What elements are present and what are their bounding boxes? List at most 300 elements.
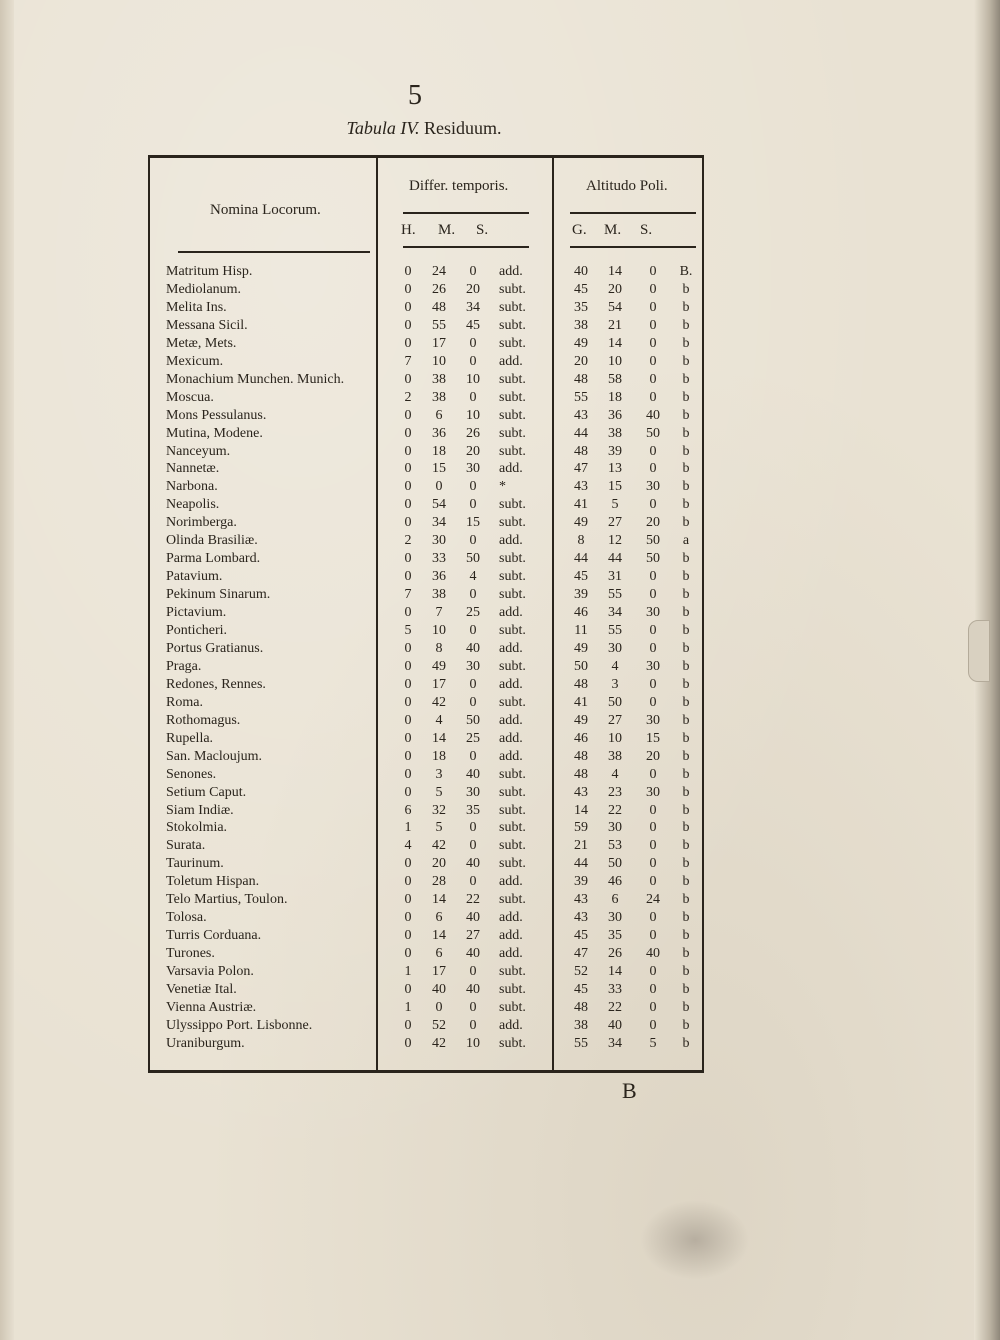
cell-m: 38 (432, 371, 446, 387)
table-row (0, 533, 1000, 551)
cell-gm: 3 (611, 676, 619, 692)
cell-gm: 10 (608, 730, 622, 746)
cell-name: Telo Martius, Toulon. (166, 892, 288, 908)
cell-h: 0 (404, 461, 412, 477)
cell-gs: 0 (649, 766, 657, 782)
cell-gs: 30 (646, 658, 660, 674)
cell-h: 0 (404, 748, 412, 764)
table-row (0, 282, 1000, 300)
cell-b: b (682, 425, 690, 441)
cell-b: b (682, 712, 690, 728)
cell-op: subt. (499, 892, 526, 908)
cell-g: 35 (574, 299, 588, 315)
cell-s: 10 (466, 371, 480, 387)
cell-s: 40 (466, 982, 480, 997)
cell-b: b (682, 623, 690, 638)
cell-gs: 0 (649, 964, 657, 980)
cell-op: subt. (499, 551, 526, 567)
cell-g: 45 (574, 982, 588, 997)
cell-g: 50 (574, 658, 588, 674)
cell-gm: 50 (608, 856, 622, 872)
cell-b: b (682, 461, 690, 477)
cell-m: 7 (435, 605, 443, 621)
cell-h: 0 (404, 407, 412, 423)
cell-s: 26 (466, 425, 480, 441)
table-row (0, 695, 1000, 713)
cell-name: Mutina, Modene. (166, 425, 263, 441)
cell-g: 44 (574, 425, 588, 441)
cell-gm: 36 (608, 407, 622, 423)
cell-gm: 31 (608, 569, 622, 585)
cell-name: Nanceyum. (166, 443, 231, 459)
cell-name: Melita Ins. (166, 299, 227, 315)
cell-gs: 0 (649, 874, 657, 890)
cell-b: b (682, 353, 690, 369)
cell-name: Ponticheri. (166, 623, 228, 638)
cell-m: 42 (432, 694, 446, 710)
cell-h: 0 (404, 264, 412, 279)
cell-b: b (682, 551, 690, 567)
cell-m: 0 (435, 479, 443, 495)
cell-op: add. (499, 353, 523, 369)
cell-g: 49 (574, 515, 588, 531)
cell-op: subt. (499, 982, 526, 997)
cell-gm: 5 (611, 497, 619, 513)
cell-op: subt. (499, 443, 526, 459)
cell-b: b (682, 443, 690, 459)
cell-gs: 0 (649, 461, 657, 477)
cell-name: Mons Pessulanus. (166, 407, 267, 423)
cell-name: Parma Lombard. (166, 551, 261, 567)
cell-m: 20 (432, 856, 446, 872)
cell-m: 6 (435, 946, 443, 962)
cell-m: 18 (432, 443, 446, 459)
cell-s: 10 (466, 407, 480, 423)
cell-b: b (682, 407, 690, 423)
table-row (0, 964, 1000, 982)
cell-g: 39 (574, 587, 588, 603)
header-rule-time-sub (403, 246, 529, 248)
cell-s: 0 (469, 479, 477, 495)
table-row (0, 1036, 1000, 1054)
cell-op: subt. (499, 317, 526, 333)
table-row (0, 587, 1000, 605)
cell-gs: 0 (649, 623, 657, 638)
cell-gs: 15 (646, 730, 660, 746)
cell-gs: 40 (646, 407, 660, 423)
cell-s: 40 (466, 856, 480, 872)
cell-gm: 30 (608, 820, 622, 836)
cell-h: 5 (404, 623, 412, 638)
cell-b: b (682, 299, 690, 315)
cell-b: a (682, 533, 690, 549)
table-row (0, 372, 1000, 390)
header-rule-names (178, 251, 370, 253)
header-names: Nomina Locorum. (210, 202, 321, 218)
page-number: 5 (408, 80, 422, 111)
cell-b: b (682, 964, 690, 980)
cell-s: 10 (466, 1035, 480, 1051)
cell-gm: 38 (608, 425, 622, 441)
table-row (0, 856, 1000, 874)
cell-op: add. (499, 640, 523, 656)
cell-s: 0 (469, 1017, 477, 1033)
cell-name: Neapolis. (166, 497, 220, 513)
cell-op: add. (499, 264, 523, 279)
cell-gs: 0 (649, 802, 657, 818)
cell-op: subt. (499, 425, 526, 441)
header-time: Differ. temporis. (409, 178, 509, 194)
table-row (0, 354, 1000, 372)
table-row (0, 946, 1000, 964)
cell-g: 44 (574, 551, 588, 567)
cell-s: 0 (469, 264, 477, 279)
cell-h: 1 (404, 820, 412, 836)
cell-name: Stokolmia. (166, 820, 228, 836)
cell-s: 0 (469, 353, 477, 369)
cell-b: b (682, 1035, 690, 1051)
cell-s: 20 (466, 281, 480, 297)
cell-op: subt. (499, 1035, 526, 1051)
cell-m: 17 (432, 964, 446, 980)
cell-s: 40 (466, 766, 480, 782)
cell-op: subt. (499, 407, 526, 423)
cell-s: 34 (466, 299, 480, 315)
cell-name: Portus Gratianus. (166, 640, 264, 656)
cell-b: b (682, 838, 690, 854)
cell-gm: 53 (608, 838, 622, 854)
header-rule-time (403, 212, 529, 214)
cell-h: 7 (404, 353, 412, 369)
cell-op: add. (499, 946, 523, 962)
cell-gs: 0 (649, 640, 657, 656)
cell-s: 30 (466, 658, 480, 674)
cell-s: 25 (466, 730, 480, 746)
cell-name: Uraniburgum. (166, 1035, 245, 1051)
cell-m: 28 (432, 874, 446, 890)
cell-name: Mexicum. (166, 353, 224, 369)
cell-h: 0 (404, 317, 412, 333)
cell-s: 50 (466, 712, 480, 728)
table-row (0, 300, 1000, 318)
cell-op: subt. (499, 623, 526, 638)
cell-gs: 30 (646, 605, 660, 621)
table-row (0, 336, 1000, 354)
cell-s: 0 (469, 389, 477, 405)
cell-gm: 18 (608, 389, 622, 405)
cell-gm: 30 (608, 910, 622, 926)
cell-m: 33 (432, 551, 446, 567)
table-row (0, 928, 1000, 946)
cell-g: 49 (574, 335, 588, 351)
cell-op: subt. (499, 856, 526, 872)
cell-gs: 0 (649, 281, 657, 297)
cell-gs: 0 (649, 299, 657, 315)
cell-op: add. (499, 676, 523, 692)
cell-gm: 27 (608, 712, 622, 728)
cell-op: subt. (499, 569, 526, 585)
cell-b: b (682, 982, 690, 997)
cell-m: 52 (432, 1017, 446, 1033)
cell-m: 5 (435, 820, 443, 836)
cell-m: 36 (432, 569, 446, 585)
cell-g: 40 (574, 264, 588, 279)
cell-gm: 14 (608, 335, 622, 351)
cell-name: Olinda Brasiliæ. (166, 533, 258, 549)
cell-gs: 0 (649, 910, 657, 926)
cell-gs: 24 (646, 892, 660, 908)
cell-name: Pekinum Sinarum. (166, 587, 271, 603)
cell-name: Rupella. (166, 730, 214, 746)
cell-g: 38 (574, 317, 588, 333)
cell-name: Redones, Rennes. (166, 676, 266, 692)
table-row (0, 479, 1000, 497)
cell-name: Venetiæ Ital. (166, 982, 237, 997)
cell-b: b (682, 497, 690, 513)
table-row (0, 820, 1000, 838)
cell-g: 41 (574, 694, 588, 710)
cell-h: 4 (404, 838, 412, 854)
cell-m: 30 (432, 533, 446, 549)
cell-s: 0 (469, 838, 477, 854)
cell-s: 27 (466, 928, 480, 944)
header-rule-pole (570, 212, 696, 214)
cell-b: b (682, 479, 690, 495)
cell-op: add. (499, 928, 523, 944)
cell-gm: 58 (608, 371, 622, 387)
cell-s: 40 (466, 640, 480, 656)
table-row (0, 390, 1000, 408)
cell-op: subt. (499, 281, 526, 297)
cell-g: 49 (574, 712, 588, 728)
cell-h: 0 (404, 605, 412, 621)
cell-s: 0 (469, 587, 477, 603)
cell-b: b (682, 371, 690, 387)
cell-gs: 20 (646, 748, 660, 764)
cell-h: 0 (404, 515, 412, 531)
header-pole-g: G. (572, 222, 587, 238)
table-caption (0, 118, 848, 139)
cell-b: b (682, 730, 690, 746)
cell-h: 0 (404, 569, 412, 585)
cell-gm: 46 (608, 874, 622, 890)
cell-op: add. (499, 1017, 523, 1033)
cell-b: b (682, 874, 690, 890)
cell-s: 35 (466, 802, 480, 818)
cell-gm: 22 (608, 999, 622, 1015)
cell-m: 48 (432, 299, 446, 315)
cell-g: 21 (574, 838, 588, 854)
cell-h: 0 (404, 1017, 412, 1033)
cell-m: 15 (432, 461, 446, 477)
cell-g: 45 (574, 569, 588, 585)
cell-b: b (682, 389, 690, 405)
cell-g: 55 (574, 1035, 588, 1051)
cell-gs: 5 (649, 1035, 657, 1051)
cell-s: 30 (466, 784, 480, 800)
cell-op: subt. (499, 335, 526, 351)
cell-gm: 21 (608, 317, 622, 333)
cell-m: 38 (432, 587, 446, 603)
table-row (0, 910, 1000, 928)
table-row (0, 785, 1000, 803)
cell-s: 45 (466, 317, 480, 333)
cell-m: 54 (432, 497, 446, 513)
cell-s: 20 (466, 443, 480, 459)
cell-m: 14 (432, 730, 446, 746)
cell-op: * (499, 479, 506, 495)
cell-name: Tolosa. (166, 910, 207, 926)
cell-gs: 0 (649, 497, 657, 513)
cell-gm: 50 (608, 694, 622, 710)
cell-b: b (682, 784, 690, 800)
cell-g: 14 (574, 802, 588, 818)
cell-op: add. (499, 605, 523, 621)
table-row (0, 426, 1000, 444)
cell-b: b (682, 676, 690, 692)
cell-name: Senones. (166, 766, 217, 782)
cell-name: Surata. (166, 838, 206, 854)
cell-b: b (682, 569, 690, 585)
cell-g: 46 (574, 605, 588, 621)
cell-s: 0 (469, 964, 477, 980)
cell-gm: 40 (608, 1017, 622, 1033)
cell-s: 50 (466, 551, 480, 567)
cell-op: subt. (499, 802, 526, 818)
cell-h: 0 (404, 766, 412, 782)
cell-h: 0 (404, 658, 412, 674)
cell-s: 0 (469, 999, 477, 1015)
header-pole-s: S. (640, 222, 653, 238)
cell-s: 15 (466, 515, 480, 531)
header-time-s: S. (476, 222, 489, 238)
cell-h: 2 (404, 389, 412, 405)
cell-h: 0 (404, 928, 412, 944)
table-row (0, 623, 1000, 641)
cell-op: subt. (499, 371, 526, 387)
cell-g: 48 (574, 999, 588, 1015)
cell-op: subt. (499, 658, 526, 674)
cell-g: 8 (577, 533, 585, 549)
cell-g: 52 (574, 964, 588, 980)
cell-name: Roma. (166, 694, 203, 710)
signature-mark: B (622, 1078, 637, 1103)
cell-gs: 0 (649, 443, 657, 459)
cell-name: Messana Sicil. (166, 317, 248, 333)
cell-m: 3 (435, 766, 443, 782)
cell-gs: 0 (649, 587, 657, 603)
cell-s: 25 (466, 605, 480, 621)
cell-gs: 0 (649, 676, 657, 692)
cell-b: b (682, 605, 690, 621)
cell-m: 5 (435, 784, 443, 800)
table-row (0, 803, 1000, 821)
cell-h: 0 (404, 982, 412, 997)
cell-name: Nannetæ. (166, 461, 220, 477)
cell-gs: 0 (649, 569, 657, 585)
cell-s: 0 (469, 748, 477, 764)
cell-op: subt. (499, 389, 526, 405)
cell-name: Ulyssippo Port. Lisbonne. (166, 1017, 313, 1033)
header-pole: Altitudo Poli. (586, 178, 668, 194)
cell-name: Norimberga. (166, 515, 237, 531)
table-row (0, 731, 1000, 749)
cell-m: 17 (432, 676, 446, 692)
cell-b: b (682, 999, 690, 1015)
cell-gm: 30 (608, 640, 622, 656)
cell-g: 38 (574, 1017, 588, 1033)
cell-m: 42 (432, 838, 446, 854)
cell-gm: 55 (608, 587, 622, 603)
cell-op: add. (499, 712, 523, 728)
cell-op: add. (499, 730, 523, 746)
cell-name: Setium Caput. (166, 784, 247, 800)
cell-h: 0 (404, 299, 412, 315)
cell-gm: 26 (608, 946, 622, 962)
cell-gs: 20 (646, 515, 660, 531)
table-row (0, 515, 1000, 533)
cell-g: 59 (574, 820, 588, 836)
cell-g: 39 (574, 874, 588, 890)
cell-gs: 0 (649, 371, 657, 387)
cell-op: add. (499, 748, 523, 764)
cell-g: 43 (574, 892, 588, 908)
cell-name: Varsavia Polon. (166, 964, 254, 980)
cell-m: 55 (432, 317, 446, 333)
cell-g: 49 (574, 640, 588, 656)
cell-op: subt. (499, 299, 526, 315)
cell-op: add. (499, 461, 523, 477)
cell-gm: 23 (608, 784, 622, 800)
cell-gm: 22 (608, 802, 622, 818)
cell-h: 0 (404, 640, 412, 656)
cell-name: San. Macloujum. (166, 748, 263, 764)
cell-g: 20 (574, 353, 588, 369)
cell-name: Narbona. (166, 479, 218, 495)
cell-s: 40 (466, 946, 480, 962)
cell-h: 0 (404, 892, 412, 908)
cell-m: 6 (435, 910, 443, 926)
cell-gs: 30 (646, 712, 660, 728)
cell-g: 44 (574, 856, 588, 872)
cell-s: 0 (469, 623, 477, 638)
cell-gs: 0 (649, 317, 657, 333)
cell-name: Turris Corduana. (166, 928, 262, 944)
cell-b: b (682, 317, 690, 333)
cell-b: b (682, 515, 690, 531)
cell-m: 0 (435, 999, 443, 1015)
table-row (0, 605, 1000, 623)
table-row (0, 659, 1000, 677)
cell-b: b (682, 694, 690, 710)
cell-name: Metæ, Mets. (166, 335, 237, 351)
cell-op: add. (499, 910, 523, 926)
cell-gs: 0 (649, 928, 657, 944)
cell-gm: 12 (608, 533, 622, 549)
cell-m: 32 (432, 802, 446, 818)
table-row (0, 892, 1000, 910)
table-row (0, 838, 1000, 856)
cell-name: Vienna Austriæ. (166, 999, 257, 1015)
cell-b: b (682, 748, 690, 764)
table-row (0, 749, 1000, 767)
cell-name: Moscua. (166, 389, 214, 405)
cell-name: Siam Indiæ. (166, 802, 234, 818)
cell-g: 48 (574, 371, 588, 387)
cell-gs: 0 (649, 353, 657, 369)
cell-g: 46 (574, 730, 588, 746)
cell-op: subt. (499, 515, 526, 531)
